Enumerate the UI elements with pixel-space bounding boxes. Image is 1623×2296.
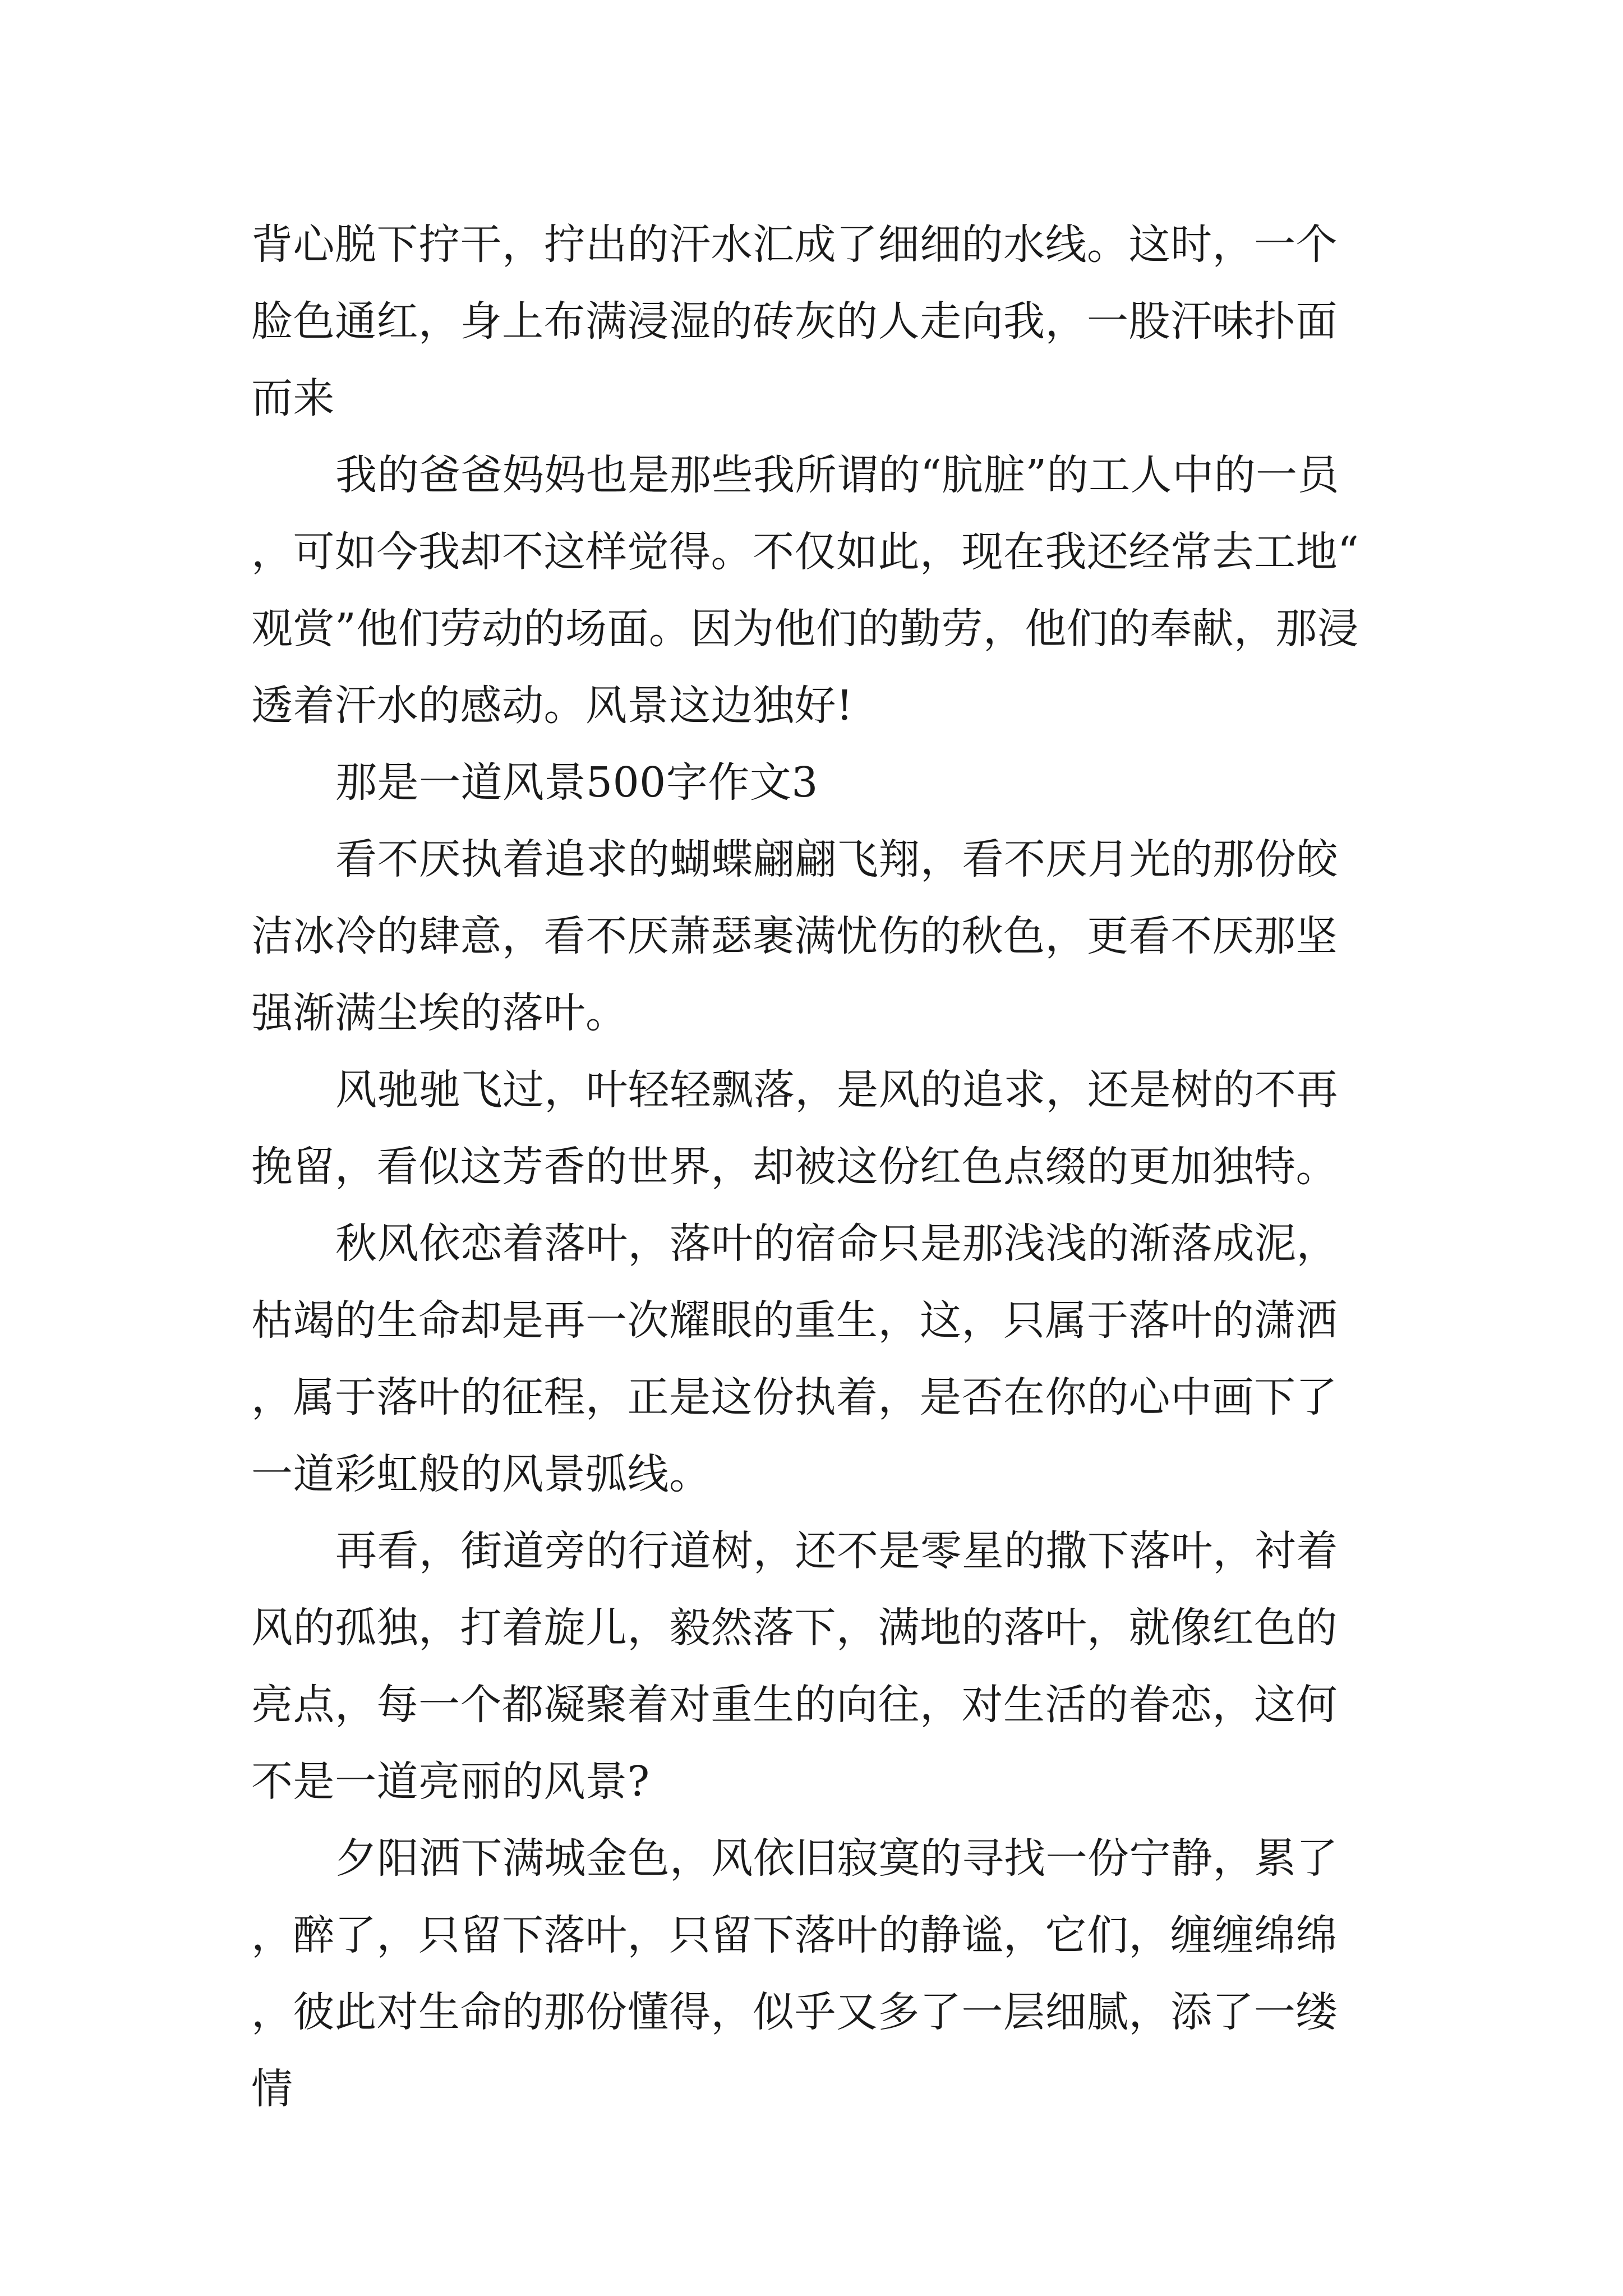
paragraph-3: 看不厌执着追求的蝴蝶翩翩飞翔，看不厌月光的那份皎洁冰冷的肆意，看不厌萧瑟裹满忧伤的秋色，更看不厌那坚强渐满尘埃的落叶。 <box>251 835 1338 1037</box>
paragraph-2: 我的爸爸妈妈也是那些我所谓的“肮脏”的工人中的一员，可如今我却不这样觉得。不仅如此，现在我还经常去工地“观赏”他们劳动的场面。因为他们的勤劳，他们的奉献，那浸透着汗水的感动。风景这边独好! <box>251 451 1359 730</box>
paragraph-6: 再看，街道旁的行道树，还不是零星的撒下落叶，衬着风的孤独，打着旋儿，毅然落下，满地的落叶，就像红色的亮点，每一个都凝聚着对重生的向往，对生活的眷恋，这何不是一道亮丽的风景? <box>251 1527 1338 1806</box>
paragraph-4: 风驰驰飞过，叶轻轻飘落，是风的追求，还是树的不再挽留，看似这芳香的世界，却被这份红色点缀的更加独特。 <box>251 1066 1338 1191</box>
paragraph-7: 夕阳洒下满城金色，风依旧寂寞的寻找一份宁静，累了，醉了，只留下落叶，只留下落叶的静谧，它们，缠缠绵绵，彼此对生命的那份懂得，似乎又多了一层细腻，添了一缕情 <box>251 1834 1338 2113</box>
section-heading: 那是一道风景500字作文3 <box>335 758 818 807</box>
paragraph-1: 背心脱下拧干，拧出的汗水汇成了细细的水线。这时，一个脸色通红，身上布满浸湿的砖灰的人走向我，一股汗味扑面而来 <box>251 220 1338 422</box>
article-body <box>251 206 1373 2128</box>
paragraph-5: 秋风依恋着落叶，落叶的宿命只是那浅浅的渐落成泥，枯竭的生命却是再一次耀眼的重生，这，只属于落叶的潇洒，属于落叶的征程，正是这份执着，是否在你的心中画下了一道彩虹般的风景弧线。 <box>251 1220 1338 1498</box>
